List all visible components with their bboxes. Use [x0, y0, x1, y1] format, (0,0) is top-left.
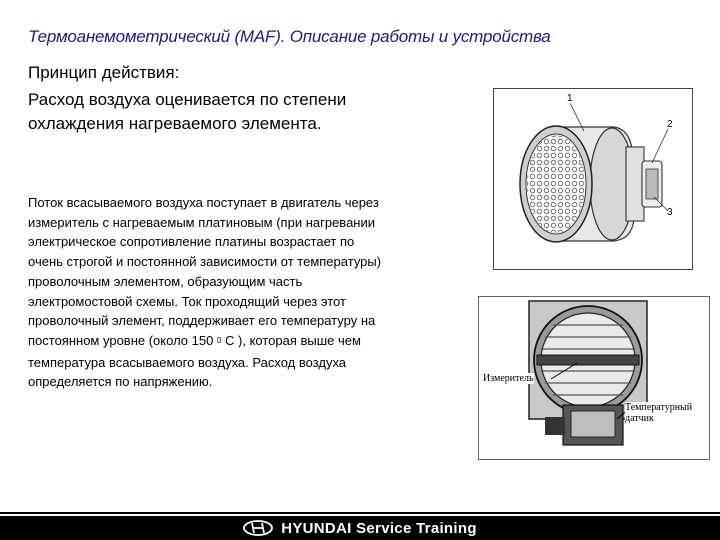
- description-text: [28, 193, 468, 392]
- callout-3: 3: [667, 207, 673, 218]
- description-line: проволочный элемент, поддерживает его температуру на: [28, 313, 376, 329]
- meter-label: Измеритель: [483, 373, 534, 384]
- maf-sensor-figure: [493, 88, 693, 270]
- degree-superscript: 0: [216, 335, 222, 345]
- description-line: Поток всасываемого воздуха поступает в двигатель через: [28, 195, 379, 210]
- description-line: проволочным элементом, образующим часть: [28, 273, 303, 289]
- description-line: температура всасываемого воздуха. Расход воздуха: [28, 354, 347, 370]
- callout-2: 2: [667, 119, 673, 130]
- temp-sensor-label: [625, 402, 692, 424]
- temp-sensor-label-line-2: датчик: [625, 413, 654, 424]
- description-line-8-end: С ), которая выше чем: [221, 332, 361, 348]
- slide-title: Термоанемометрический (MAF). Описание работы и устройства: [28, 27, 551, 46]
- footer-brand-text: HYUNDAI Service Training: [281, 519, 477, 537]
- principle-line-2: охлаждения нагреваемого элемента.: [28, 114, 322, 133]
- principle-heading: Принцип действия:: [28, 63, 180, 82]
- footer-branding: [0, 516, 720, 540]
- principle-line-1: Расход воздуха оценивается по степени: [28, 90, 347, 109]
- maf-sensor-drawing: [494, 89, 692, 269]
- description-line-8-start: постоянном уровне (около 150: [28, 332, 217, 348]
- principle-text: [28, 88, 448, 136]
- description-line: электромостовой схемы. Ток проходящий через этот: [28, 293, 346, 309]
- callout-1: 1: [567, 93, 573, 104]
- description-line: [28, 331, 468, 353]
- description-line: измеритель с нагреваемым платиновым (при нагревании: [28, 214, 376, 230]
- footer-divider: [0, 512, 720, 514]
- hyundai-logo-icon: [243, 520, 273, 536]
- maf-cutaway-figure: [478, 296, 710, 460]
- description-line: очень строгой и постоянной зависимости от температуры): [28, 254, 382, 270]
- description-line: электрическое сопротивление платины возрастает по: [28, 234, 355, 250]
- footer-bar: [0, 516, 720, 540]
- temp-sensor-label-line-1: Температурный: [625, 402, 693, 413]
- description-line: определяется по напряжению.: [28, 374, 213, 390]
